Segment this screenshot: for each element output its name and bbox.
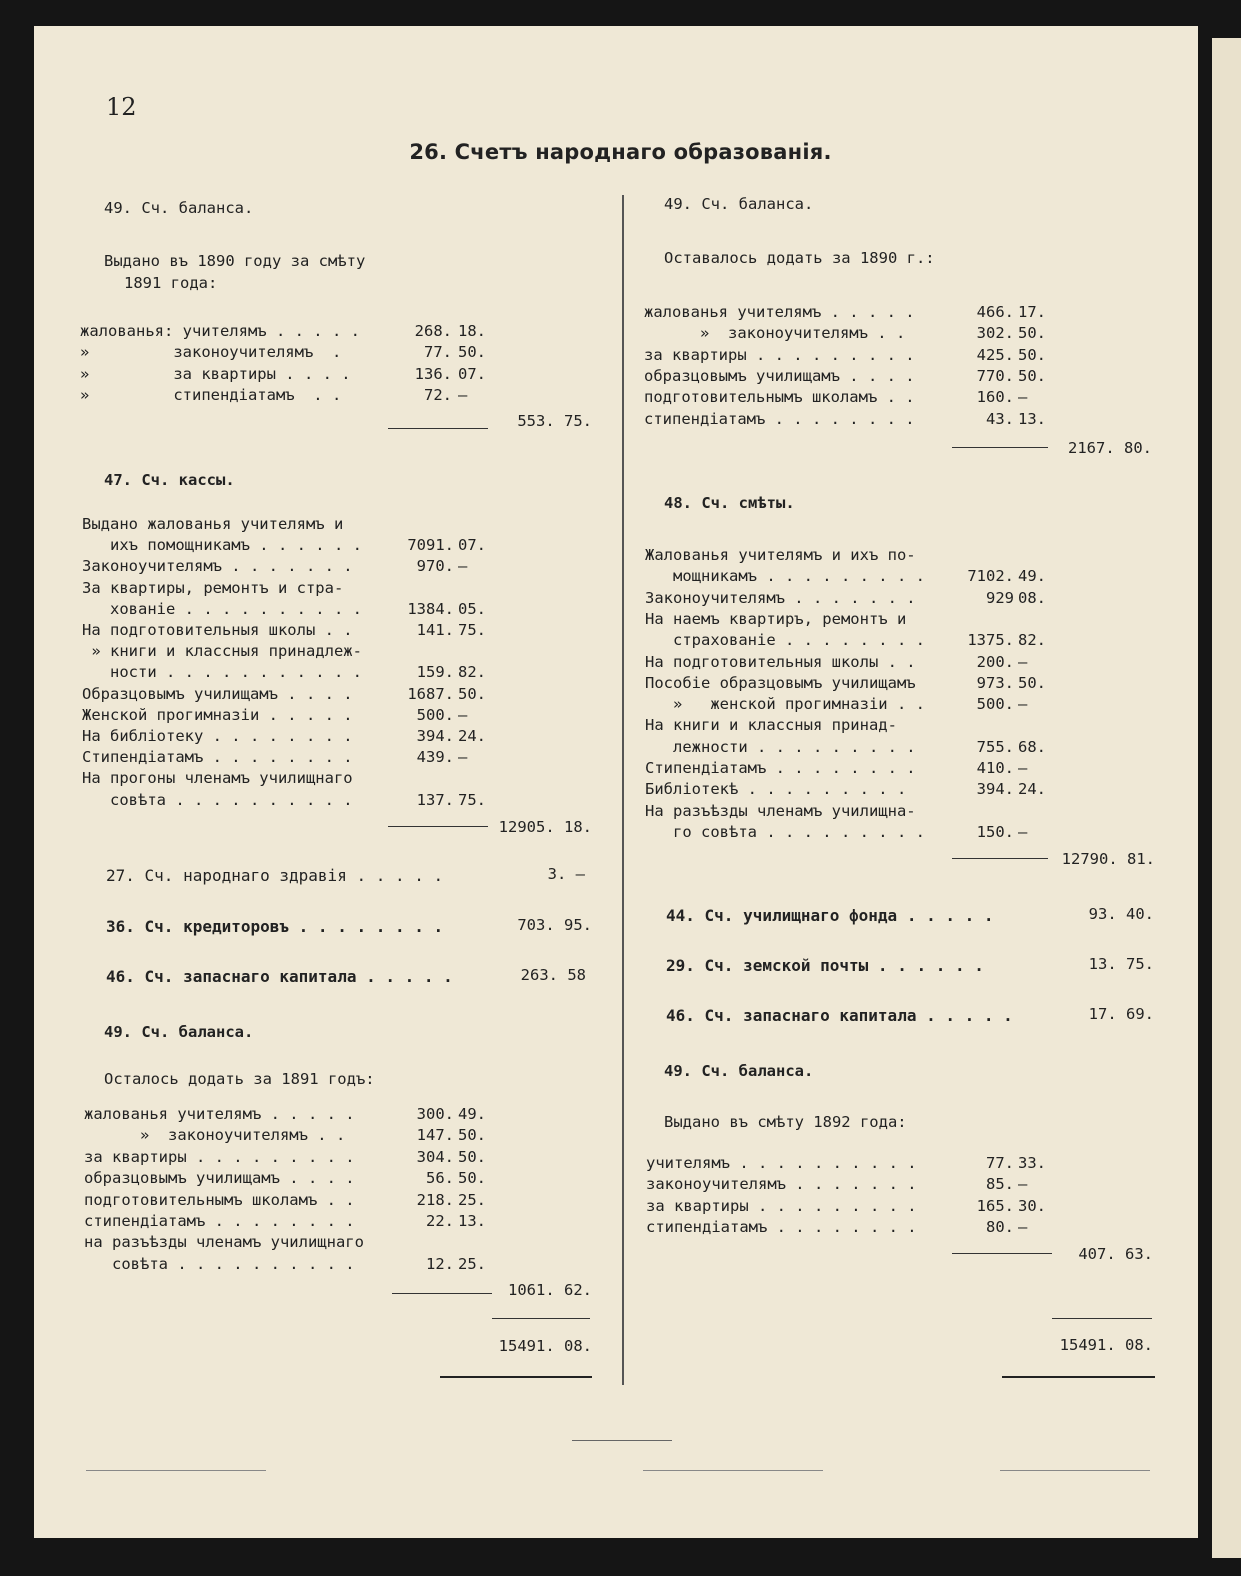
ledger-row-rubles: 56. <box>426 1169 454 1188</box>
ledger-row-rubles: 755. <box>976 737 1014 756</box>
ledger-row-rubles: 218. <box>416 1190 454 1209</box>
ledger-row-label: мощникамъ . . . . . . . . . <box>645 567 925 586</box>
left-balance2-intro: Осталось додать за 1891 годъ: <box>104 1070 375 1088</box>
left-balance-heading: 49. Сч. баланса. <box>104 199 254 217</box>
ledger-row-label: законоучителямъ . . . . . . . <box>646 1175 917 1194</box>
left-creditors-label: 36. Сч. кредиторовъ . . . . . . . . <box>106 917 444 936</box>
ledger-row-rubles: 43. <box>986 409 1014 428</box>
right-post-value: 13. 75. <box>1088 955 1154 973</box>
ledger-row-kopecks: 25. <box>458 1254 486 1273</box>
ledger-row-rubles: 466. <box>976 303 1014 321</box>
ledger-row-rubles: 85. <box>986 1175 1014 1194</box>
ledger-row-label: совѣта . . . . . . . . . . <box>84 1254 355 1273</box>
ledger-row-kopecks: — <box>1018 1175 1028 1194</box>
ledger-row-kopecks: 49. <box>1018 567 1046 586</box>
ledger-row-label: подготовительнымъ школамъ . . <box>84 1190 355 1209</box>
ledger-row-label: ности . . . . . . . . . . . <box>82 663 362 682</box>
ledger-row-rubles: 72. <box>424 385 452 404</box>
ledger-row-kopecks: — <box>458 748 468 767</box>
ledger-row-kopecks: 50. <box>1018 324 1046 343</box>
ledger-row-kopecks: 25. <box>458 1190 486 1209</box>
ledger-row-kopecks: — <box>458 705 468 724</box>
ledger-row-label: жалованья учителямъ . . . . . <box>644 303 915 321</box>
ledger-row-label: За квартиры, ремонтъ и стра- <box>82 578 344 597</box>
ledger-row-kopecks: — <box>1018 759 1028 777</box>
ledger-row-kopecks: 75. <box>458 790 486 809</box>
ledger-row-rubles: 1384. <box>407 599 454 618</box>
ledger-row-rubles: 200. <box>976 652 1014 671</box>
left-balance-intro-2: 1891 года: <box>124 274 218 292</box>
ledger-row-rubles: 394. <box>976 780 1014 799</box>
left-reserve-value: 263. 58 <box>520 966 586 984</box>
ledger-row-kopecks: 17. <box>1018 303 1046 321</box>
left-grand-total: 15491. 08. <box>498 1337 592 1355</box>
ledger-row-kopecks: 05. <box>458 599 486 618</box>
ledger-row-label: хованіе . . . . . . . . . . <box>82 599 362 618</box>
ledger-row-rubles: 268. <box>414 322 452 340</box>
left-balance2-heading: 49. Сч. баланса. <box>104 1023 254 1041</box>
ledger-row-label: подготовительнымъ школамъ . . <box>644 388 915 407</box>
ledger-row-label: На книги и классныя принад- <box>645 716 897 735</box>
ledger-row-kopecks: — <box>1018 1218 1028 1237</box>
column-divider <box>622 195 624 1385</box>
ledger-row-kopecks: — <box>1018 822 1028 841</box>
left-health-label: 27. Сч. народнаго здравія . . . . . <box>106 866 444 885</box>
ledger-row-label: Женской прогимназіи . . . . . <box>82 705 353 724</box>
ledger-row-kopecks: 08. <box>1018 588 1046 607</box>
left-cash-heading: 47. Сч. кассы. <box>104 471 235 489</box>
right-grand-total: 15491. 08. <box>1059 1336 1153 1354</box>
ledger-row-label: » женской прогимназіи . . <box>645 695 925 714</box>
footer-rule-right <box>1000 1470 1150 1471</box>
ledger-row-rubles: 973. <box>976 673 1014 692</box>
right-reserve-label: 46. Сч. запаснаго капитала . . . . . <box>666 1006 1013 1025</box>
ledger-row-rubles: 136. <box>414 364 452 383</box>
ledger-row-label: Законоучителямъ . . . . . . . <box>82 557 353 576</box>
ledger-row-rubles: 304. <box>416 1147 454 1166</box>
ledger-row-kopecks: 24. <box>458 727 486 745</box>
ledger-row-kopecks: 18. <box>458 322 486 340</box>
ledger-row-rubles: 302. <box>976 324 1014 343</box>
ledger-row-label: лежности . . . . . . . . . <box>645 737 916 756</box>
left-health-value: 3. — <box>547 865 585 883</box>
left-cash-subtotal: 12905. 18. <box>498 818 592 836</box>
ledger-row-label: » стипендіатамъ . . <box>80 385 342 404</box>
ledger-row-kopecks: 50. <box>458 343 486 362</box>
right-grand-double-rule <box>1002 1376 1155 1378</box>
ledger-row-label: » законоучителямъ . . <box>644 324 906 343</box>
ledger-row-label: На библіотеку . . . . . . . . <box>82 727 353 745</box>
ledger-row-label: Выдано жалованья учителямъ и <box>82 515 344 533</box>
ledger-row-label: Стипендіатамъ . . . . . . . . <box>82 748 353 767</box>
ledger-row-kopecks: 13. <box>458 1212 486 1230</box>
ledger-row-kopecks: 33. <box>1018 1154 1046 1172</box>
ledger-row-kopecks: 24. <box>1018 780 1046 799</box>
ledger-row-rubles: 929 <box>986 588 1014 607</box>
ledger-row-rubles: 394. <box>416 727 454 745</box>
ledger-row-label: жалованья: учителямъ . . . . . <box>80 322 360 340</box>
left-grand-double-rule <box>440 1376 592 1378</box>
left-health-account <box>106 866 443 886</box>
ledger-row-kopecks: 07. <box>458 364 486 383</box>
ledger-row-label: жалованья учителямъ . . . . . <box>84 1105 355 1123</box>
ledger-row-label: » за квартиры . . . . <box>80 364 351 383</box>
ledger-row-label: Образцовымъ училищамъ . . . . <box>82 684 353 703</box>
ledger-row-kopecks: 82. <box>1018 631 1046 650</box>
left-reserve-label: 46. Сч. запаснаго капитала . . . . . <box>106 967 453 986</box>
ledger-row-kopecks: 50. <box>458 1126 486 1145</box>
ledger-row-rubles: 7091. <box>407 536 454 555</box>
ledger-row-label: Пособіе образцовымъ училищамъ <box>645 673 916 692</box>
footer-rule-middle <box>643 1470 823 1471</box>
ledger-row-label: за квартиры . . . . . . . . . <box>646 1196 917 1215</box>
ledger-row-label: стипендіатамъ . . . . . . . . <box>646 1218 917 1237</box>
ledger-row-kopecks: 50. <box>1018 366 1046 385</box>
ledger-row-label: На разъѣзды членамъ училищна- <box>645 801 916 820</box>
right-estimate-heading: 48. Сч. смѣты. <box>664 494 795 512</box>
ledger-row-rubles: 150. <box>976 822 1014 841</box>
ledger-row-rubles: 12. <box>426 1254 454 1273</box>
right-estimate-subtotal: 12790. 81. <box>1061 850 1155 868</box>
ledger-row-rubles: 770. <box>976 366 1014 385</box>
ledger-row-kopecks: 50. <box>458 684 486 703</box>
ledger-row-label: на разъѣзды членамъ училищнаго <box>84 1233 364 1252</box>
ledger-row-label: » законоучителямъ . <box>80 343 342 362</box>
ledger-row-kopecks: — <box>458 557 468 576</box>
ledger-row-label: образцовымъ училищамъ . . . . <box>644 366 915 385</box>
ledger-row-kopecks: 07. <box>458 536 486 555</box>
ledger-row-label: образцовымъ училищамъ . . . . <box>84 1169 355 1188</box>
footer-rule-left <box>86 1470 266 1471</box>
ledger-row-rubles: 970. <box>416 557 454 576</box>
ledger-row-rubles: 77. <box>424 343 452 362</box>
right-balance-heading: 49. Сч. баланса. <box>664 195 814 213</box>
ledger-row-kopecks: 50. <box>1018 345 1046 364</box>
ledger-row-rubles: 147. <box>416 1126 454 1145</box>
ledger-row-rubles: 22. <box>426 1212 454 1230</box>
right-balance-subtotal: 2167. 80. <box>1068 439 1152 457</box>
ledger-row-label: На подготовительныя школы . . <box>82 621 353 639</box>
right-school-fund-label: 44. Сч. училищнаго фонда . . . . . <box>666 906 994 925</box>
left-creditors-value: 703. 95. <box>517 916 592 934</box>
ledger-row-label: На наемъ квартиръ, ремонтъ и <box>645 609 907 628</box>
ledger-row-kopecks: 75. <box>458 621 486 639</box>
right-balance2-subtotal: 407. 63. <box>1078 1245 1153 1263</box>
ledger-row-rubles: 300. <box>416 1105 454 1123</box>
ledger-row-label: Библіотекѣ . . . . . . . . . <box>645 780 907 799</box>
left-balance2-subtotal: 1061. 62. <box>508 1281 592 1299</box>
ledger-row-rubles: 141. <box>416 621 454 639</box>
right-balance2-intro: Выдано въ смѣту 1892 года: <box>664 1113 907 1131</box>
ledger-row-rubles: 425. <box>976 345 1014 364</box>
left-balance-subtotal: 553. 75. <box>517 412 592 430</box>
ledger-row-rubles: 165. <box>976 1196 1014 1215</box>
right-post-label: 29. Сч. земской почты . . . . . . <box>666 956 984 975</box>
ledger-row-kopecks: 13. <box>1018 409 1046 428</box>
page-end-rule <box>572 1440 672 1441</box>
ledger-row-label: учителямъ . . . . . . . . . . <box>646 1154 917 1172</box>
ledger-row-kopecks: 49. <box>458 1105 486 1123</box>
ledger-row-rubles: 1375. <box>967 631 1014 650</box>
ledger-row-kopecks: — <box>1018 388 1028 407</box>
ledger-row-label: Стипендіатамъ . . . . . . . . <box>645 759 916 777</box>
ledger-row-kopecks: 50. <box>458 1147 486 1166</box>
ledger-row-kopecks: 50. <box>458 1169 486 1188</box>
ledger-row-kopecks: 30. <box>1018 1196 1046 1215</box>
ledger-row-rubles: 1687. <box>407 684 454 703</box>
ledger-row-label: На прогоны членамъ училищнаго <box>82 769 353 788</box>
ledger-row-rubles: 500. <box>976 695 1014 714</box>
right-grand-rule <box>1052 1318 1152 1319</box>
page-number: 12 <box>106 93 137 121</box>
ledger-row-rubles: 80. <box>986 1218 1014 1237</box>
ledger-row-kopecks: 68. <box>1018 737 1046 756</box>
ledger-row-kopecks: — <box>458 385 468 404</box>
right-balance-intro: Оставалось додать за 1890 г.: <box>664 249 935 267</box>
ledger-row-label: стипендіатамъ . . . . . . . . <box>644 409 915 428</box>
ledger-row-label: Законоучителямъ . . . . . . . <box>645 588 916 607</box>
ledger-row-rubles: 500. <box>416 705 454 724</box>
ledger-row-rubles: 7102. <box>967 567 1014 586</box>
right-balance2-heading: 49. Сч. баланса. <box>664 1062 814 1080</box>
ledger-row-label: за квартиры . . . . . . . . . <box>644 345 915 364</box>
ledger-row-rubles: 160. <box>976 388 1014 407</box>
right-school-fund-value: 93. 40. <box>1088 905 1154 923</box>
next-page-edge <box>1212 38 1241 1558</box>
ledger-row-label: ихъ помощникамъ . . . . . . <box>82 536 362 555</box>
ledger-row-kopecks: — <box>1018 695 1028 714</box>
ledger-row-label: совѣта . . . . . . . . . . <box>82 790 353 809</box>
ledger-row-kopecks: 50. <box>1018 673 1046 692</box>
ledger-row-rubles: 439. <box>416 748 454 767</box>
ledger-row-label: за квартиры . . . . . . . . . <box>84 1147 355 1166</box>
ledger-row-kopecks: 82. <box>458 663 486 682</box>
ledger-row-label: го совѣта . . . . . . . . . <box>645 822 925 841</box>
ledger-row-rubles: 410. <box>976 759 1014 777</box>
ledger-row-kopecks: — <box>1018 652 1028 671</box>
ledger-row-label: Жалованья учителямъ и ихъ по- <box>645 546 916 564</box>
ledger-row-rubles: 77. <box>986 1154 1014 1172</box>
ledger-row-label: На подготовительныя школы . . <box>645 652 916 671</box>
ledger-row-rubles: 137. <box>416 790 454 809</box>
ledger-row-label: » законоучителямъ . . <box>84 1126 346 1145</box>
left-balance-intro-1: Выдано въ 1890 году за смѣту <box>104 252 366 270</box>
ledger-row-label: » книги и классныя принадлеж- <box>82 642 362 661</box>
left-grand-rule <box>492 1318 590 1319</box>
ledger-row-label: стипендіатамъ . . . . . . . . <box>84 1212 355 1230</box>
ledger-row-rubles: 159. <box>416 663 454 682</box>
ledger-row-label: страхованіе . . . . . . . . <box>645 631 925 650</box>
right-reserve-value: 17. 69. <box>1088 1005 1154 1023</box>
page-title: 26. Счетъ народнаго образованія. <box>409 140 832 164</box>
